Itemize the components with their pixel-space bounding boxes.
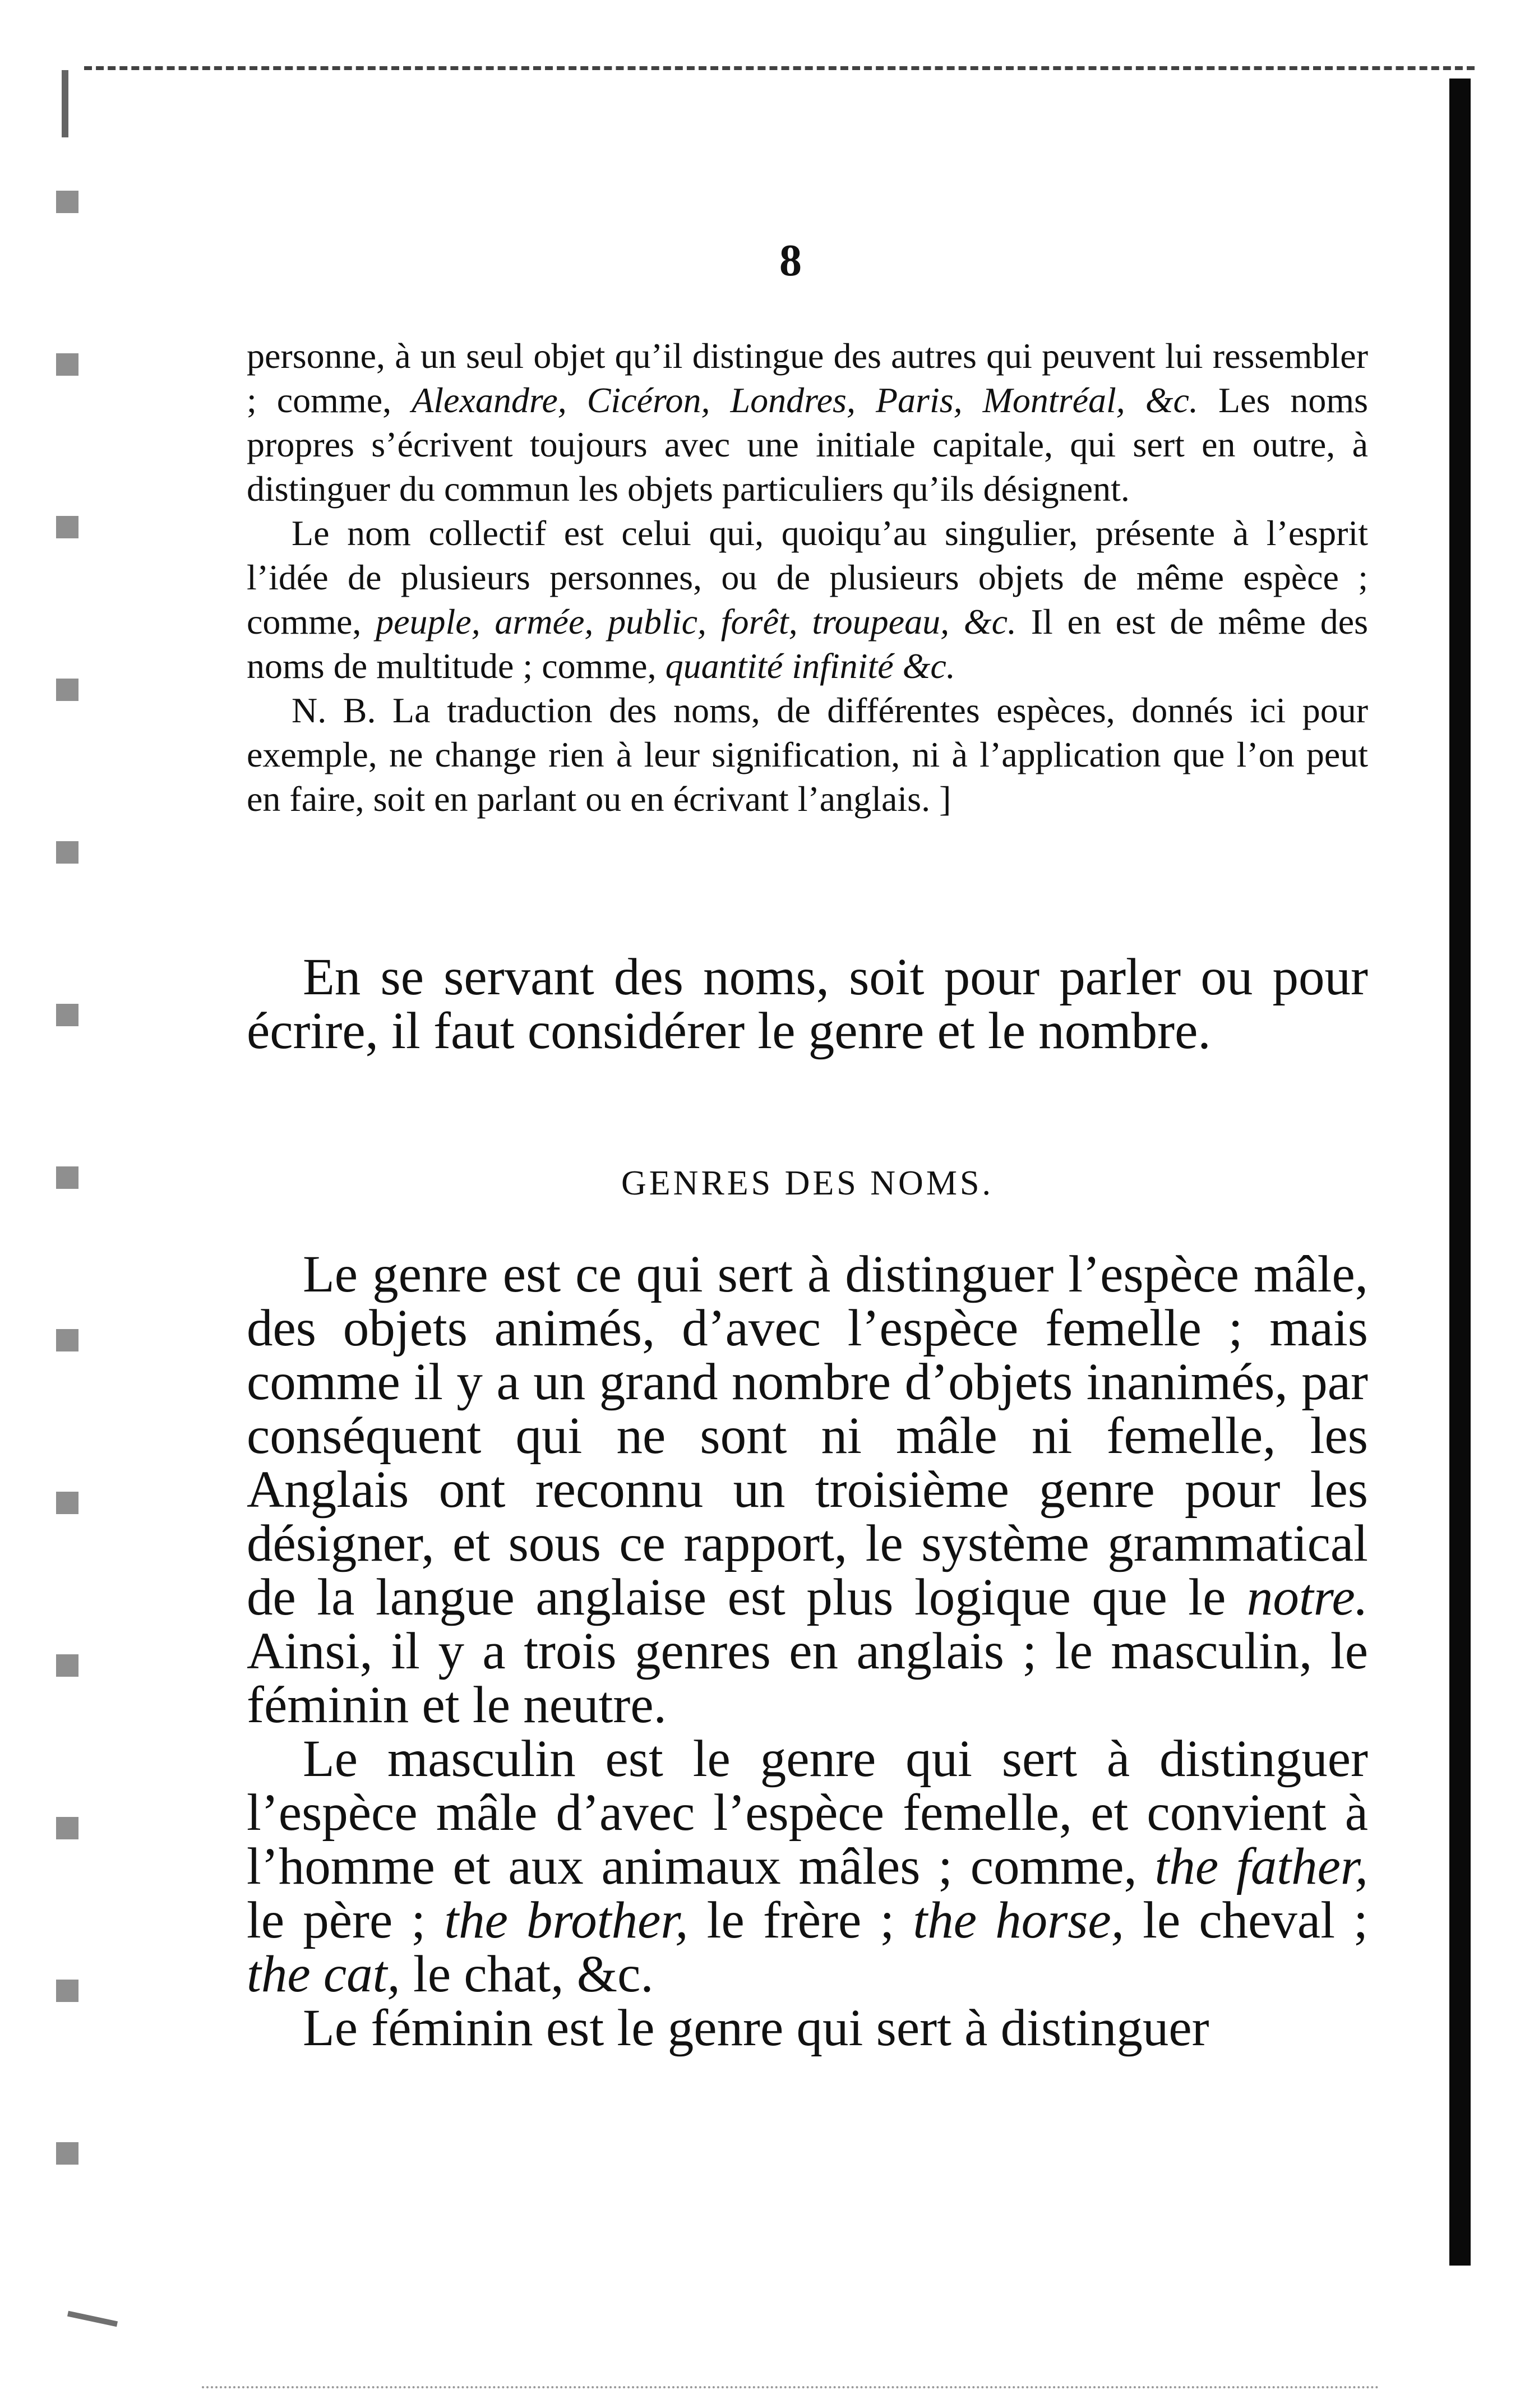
paragraph-nota-bene: N. B. La traduction des noms, de différentes espèces, donnés ici pour exemple, ne change rien à leur signification, ni à l’application que l’on peut en faire, soit en parlant ou en écrivant l’anglais. ] <box>247 690 1368 819</box>
scan-bottom-dots <box>202 2386 1379 2388</box>
italic-example: the cat, <box>247 1945 400 2003</box>
italic-examples: peuple, armée, public, forêt, troupeau, &c. <box>376 602 1016 642</box>
text-run: Ainsi, il y a trois genres en anglais ; le masculin, le féminin et le neutre. <box>247 1622 1368 1734</box>
text-run: Le genre est ce qui sert à distinguer l’espèce mâle, des objets animés, d’avec l’espèce femelle ; mais comme il y a un grand nombre d’objets inanimés, par conséquent qui ne sont ni mâle ni femelle, les Anglais ont reconnu un troisième genre pour les désigner, et sous ce rapport, le système grammatical de la langue anglaise est plus logique que le <box>247 1245 1368 1626</box>
text-run: le chat, &c. <box>400 1945 654 2003</box>
italic-examples: quantité infinité &c. <box>665 646 955 686</box>
text-run: le frère ; <box>688 1892 913 1949</box>
scan-bottom-left-mark <box>67 2311 118 2327</box>
scan-left-corner-mark <box>62 70 68 137</box>
paragraph-collective-nouns <box>247 511 1368 688</box>
large-text-genres <box>247 1245 1368 2057</box>
small-text-block <box>247 334 1368 821</box>
text-run: personne, à un seul objet qu’il distingue des autres qui peuvent lui ressembler ; comme, <box>247 336 1368 420</box>
section-heading: GENRES DES NOMS. <box>621 1164 994 1202</box>
italic-examples: Alexandre, Cicéron, Londres, Paris, Montréal, &c. <box>412 380 1198 420</box>
large-text-intro <box>247 948 1368 1060</box>
paragraph-masculin <box>247 1732 1368 2001</box>
paragraph-genre-nombre: En se servant des noms, soit pour parler ou pour écrire, il faut considérer le genre et le nombre. <box>247 948 1368 1060</box>
page-number: 8 <box>779 236 802 285</box>
italic-example: the brother, <box>444 1892 689 1949</box>
text-run: le cheval ; <box>1124 1892 1368 1949</box>
paragraph-genre-definition <box>247 1245 1368 1734</box>
text-run: Il en est de même des noms de multitude ; comme, <box>247 602 1369 686</box>
text-run: Le masculin est le genre qui sert à distinguer l’espèce mâle d’avec l’espèce femelle, et convient à l’homme et aux animaux mâles ; comme, <box>247 1730 1368 1895</box>
text-run: le père ; <box>247 1892 445 1949</box>
italic-word: notre. <box>1246 1569 1368 1626</box>
text-run: Les noms propres s’écrivent toujours avec une initiale capitale, qui sert en outre, à distinguer du commun les objets particuliers qu’ils désignent. <box>247 380 1369 509</box>
paragraph-feminin: Le féminin est le genre qui sert à distinguer <box>303 1999 1209 2057</box>
scan-left-margin-specks <box>56 101 78 2176</box>
text-run: Le nom collectif est celui qui, quoiqu’au singulier, présente à l’esprit l’idée de plusieurs personnes, ou de plusieurs objets de même espèce ; comme, <box>247 513 1368 642</box>
paragraph-proper-nouns <box>247 334 1368 511</box>
scan-right-edge-bar <box>1449 79 1471 2266</box>
scan-top-rule <box>84 66 1475 70</box>
italic-example: the horse, <box>913 1892 1125 1949</box>
italic-example: the father, <box>1154 1838 1368 1895</box>
